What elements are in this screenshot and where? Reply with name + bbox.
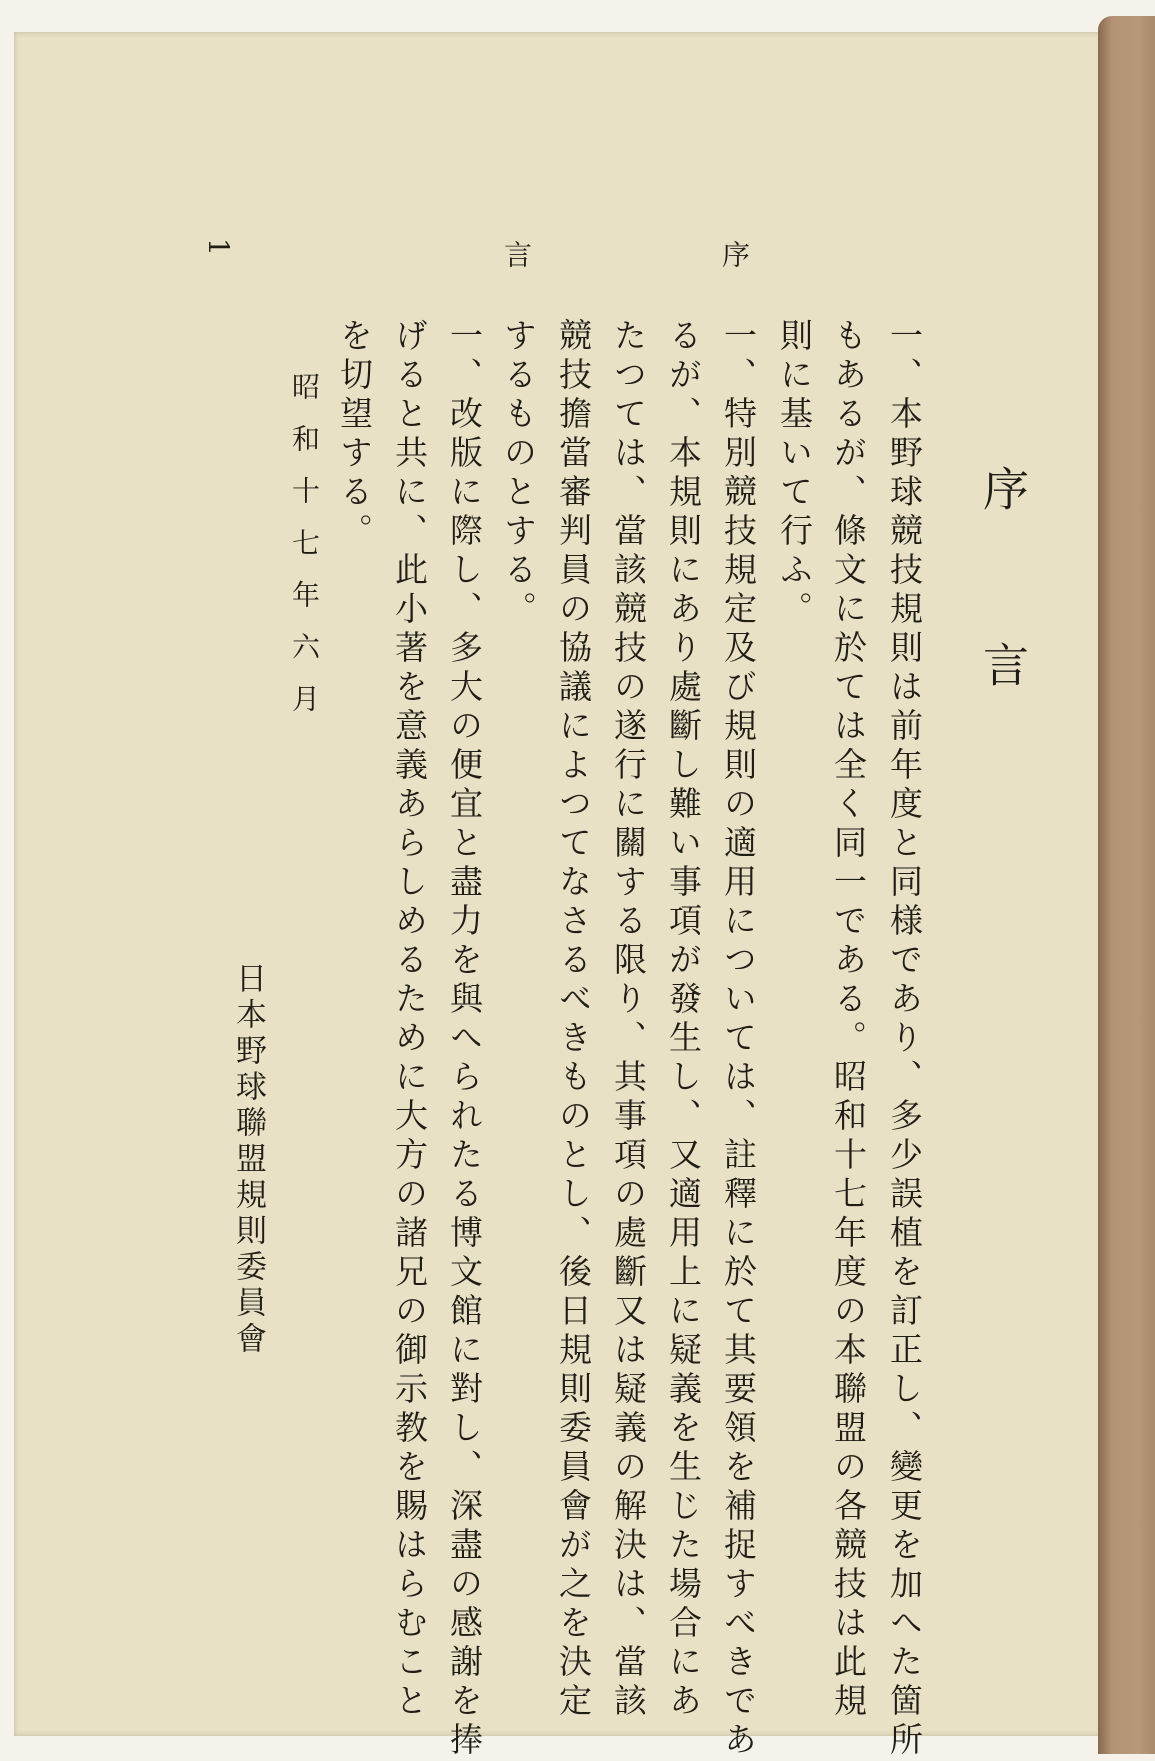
book-cover-edge	[1098, 16, 1155, 1754]
text-column-7: 競技擔當審判員の協議によつてなさるべきものとし、後日規則委員會が之を決定	[554, 318, 593, 1722]
text-column-3: 則に基いて行ふ。	[775, 318, 814, 630]
text-column-4: 一、特別競技規定及び規則の適用については、註釋に於て其要領を補捉すべきであ	[719, 318, 758, 1761]
text-column-1: 一、本野球競技規則は前年度と同様であり、多少誤植を訂正し、變更を加へた箇所	[885, 318, 924, 1761]
text-column-11: を切望する。	[335, 318, 374, 552]
text-column-5: るが、本規則にあり處斷し難い事項が發生し、又適用上に疑義を生じた場合にあ	[664, 318, 703, 1722]
page-number: 1	[202, 238, 235, 256]
running-header-left: 言	[500, 240, 533, 268]
page-title: 序言	[976, 465, 1030, 817]
text-column-9: 一、改版に際し、多大の便宜と盡力を與へられたる博文館に對し、深盡の感謝を捧	[445, 318, 484, 1761]
running-header-right: 序	[718, 240, 751, 268]
text-column-10: げると共に、此小著を意義あらしめるために大方の諸兄の御示教を賜はらむこと	[390, 318, 429, 1722]
organization-signature: 日本野球聯盟規則委員會	[230, 962, 266, 1358]
text-column-6: たつては、當該競技の遂行に關する限り、其事項の處斷又は疑義の解決は、當該	[609, 318, 648, 1722]
date-line: 昭和十七年六月	[288, 372, 321, 736]
text-column-2: もあるが、條文に於ては全く同一である。昭和十七年度の本聯盟の各競技は此規	[829, 318, 868, 1722]
text-column-8: するものとする。	[499, 318, 538, 630]
